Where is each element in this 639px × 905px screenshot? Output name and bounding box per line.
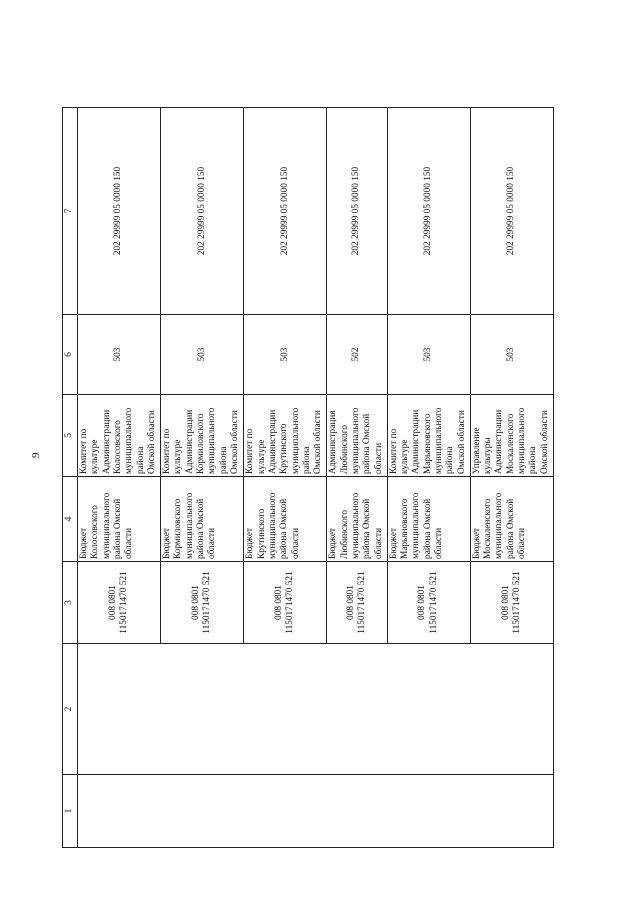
col-header-5: 5: [63, 395, 78, 477]
cell-kbk: 202 29999 05 0000 150: [78, 108, 161, 315]
cell-code: [161, 562, 244, 644]
cell-budget-line: района Омской: [362, 498, 373, 559]
cell-budget: [244, 477, 327, 562]
cell-budget-line: Бюджет Любинского: [328, 510, 350, 559]
cell-administrator-line: Администрации: [184, 409, 195, 474]
cell-col-1: [244, 775, 327, 848]
cell-administrator-line: Омской области: [456, 410, 467, 474]
cell-budget-line: Бюджет: [388, 527, 399, 559]
cell-administrator-line: Омской области: [146, 410, 157, 474]
cell-budget-line: муниципального: [411, 492, 422, 559]
cell-administrator: [387, 395, 470, 477]
rotated-table-container: [62, 108, 554, 848]
cell-administrator-line: Администрации: [411, 409, 422, 474]
cell-code: [78, 562, 161, 644]
cell-number: 503: [470, 315, 553, 395]
cell-code-line: 1150171470 521: [202, 571, 213, 634]
table-row: [161, 108, 244, 848]
header-row: [63, 108, 78, 848]
col-header-3: 3: [63, 562, 78, 644]
cell-code-line: 008 0801: [190, 585, 201, 620]
cell-kbk: 202 29999 05 0000 150: [387, 108, 470, 315]
cell-budget-line: области: [517, 527, 528, 559]
cell-administrator-line: муниципального района: [290, 407, 312, 474]
cell-code-line: 1150171470 521: [511, 571, 522, 634]
table-row: [327, 108, 387, 848]
cell-col-2: [470, 644, 553, 775]
cell-administrator-line: муниципального: [351, 407, 362, 474]
cell-budget-line: муниципального: [351, 492, 362, 559]
cell-administrator-line: муниципального района: [124, 407, 146, 474]
col-header-4: 4: [63, 477, 78, 562]
cell-col-1: [78, 775, 161, 848]
cell-budget: [327, 477, 387, 562]
cell-budget-line: Бюджет Крутинского: [245, 508, 267, 559]
cell-administrator-line: Управление культуры: [471, 427, 494, 474]
cell-administrator-line: Администрации: [494, 409, 505, 474]
cell-number: 502: [327, 315, 387, 395]
cell-col-1: [327, 775, 387, 848]
cell-col-2: [387, 644, 470, 775]
cell-budget-line: района Омской: [422, 498, 433, 559]
cell-administrator-line: Комитет по культуре: [79, 428, 101, 474]
cell-code-line: 1150171470 521: [357, 571, 368, 634]
cell-budget-line: района Омской: [112, 498, 123, 559]
cell-code-line: 008 0801: [274, 585, 285, 620]
cell-administrator-line: Москаленского: [505, 413, 516, 474]
cell-code: [244, 562, 327, 644]
cell-administrator-line: Любинского: [339, 425, 350, 474]
cell-code-line: 008 0801: [500, 585, 511, 620]
cell-administrator: [78, 395, 161, 477]
table-row: [470, 108, 553, 848]
page-number: 9: [30, 452, 42, 458]
cell-number: 503: [78, 315, 161, 395]
cell-code-line: 008 0801: [345, 585, 356, 620]
cell-budget-line: Москаленского: [483, 498, 494, 559]
cell-kbk: 202 29999 05 0000 150: [161, 108, 244, 315]
cell-kbk: 202 29999 05 0000 150: [327, 108, 387, 315]
cell-code-line: 008 0801: [107, 585, 118, 620]
cell-administrator-line: Крутинского: [279, 423, 290, 474]
cell-budget: [387, 477, 470, 562]
cell-budget-line: области: [124, 527, 135, 559]
cell-budget-line: муниципального: [184, 492, 195, 559]
cell-administrator-line: Омской области: [539, 410, 550, 474]
cell-budget-line: Бюджет: [162, 527, 173, 559]
cell-budget-line: области: [433, 527, 444, 559]
col-header-2: 2: [63, 644, 78, 775]
table-row: [244, 108, 327, 848]
cell-budget-line: области: [290, 527, 301, 559]
table-row: [78, 108, 161, 848]
cell-col-1: [470, 775, 553, 848]
cell-code: [387, 562, 470, 644]
cell-administrator-line: района Омской области: [362, 413, 384, 474]
cell-col-2: [161, 644, 244, 775]
cell-administrator-line: Администрации: [267, 409, 278, 474]
cell-budget-line: области: [373, 527, 384, 559]
cell-budget: [470, 477, 553, 562]
cell-col-2: [78, 644, 161, 775]
cell-code: [327, 562, 387, 644]
cell-code-line: 1150171470 521: [119, 571, 130, 634]
cell-administrator-line: Комитет по культуре: [245, 428, 267, 474]
cell-number: 503: [387, 315, 470, 395]
table-row: [387, 108, 470, 848]
cell-administrator-line: Кормиловского: [196, 413, 207, 474]
cell-code-line: 1150171470 521: [428, 571, 439, 634]
cell-administrator-line: Омской области: [313, 410, 324, 474]
cell-administrator-line: Омской области: [230, 410, 241, 474]
cell-budget-line: Бюджет Колосовского: [79, 505, 101, 559]
cell-budget: [78, 477, 161, 562]
budget-table: [62, 107, 554, 848]
cell-number: 503: [244, 315, 327, 395]
col-header-1: 1: [63, 775, 78, 848]
cell-col-1: [387, 775, 470, 848]
cell-budget-line: муниципального: [101, 492, 112, 559]
col-header-7: 7: [63, 108, 78, 315]
cell-administrator-line: Колосовского: [112, 420, 123, 474]
cell-kbk: 202 29999 05 0000 150: [244, 108, 327, 315]
cell-budget-line: района Омской: [505, 498, 516, 559]
cell-administrator-line: Комитет по культуре: [388, 428, 410, 474]
cell-administrator-line: Администрация: [328, 410, 339, 474]
cell-budget: [161, 477, 244, 562]
cell-administrator: [161, 395, 244, 477]
cell-code-line: 1150171470 521: [285, 571, 296, 634]
cell-administrator-line: Администрации: [101, 409, 112, 474]
cell-budget-line: района Омской: [196, 498, 207, 559]
cell-budget-line: Марьяновского: [400, 498, 410, 559]
cell-administrator: [327, 395, 387, 477]
cell-budget-line: района Омской: [279, 498, 290, 559]
cell-administrator-line: муниципального района: [207, 407, 229, 474]
cell-administrator: [470, 395, 553, 477]
cell-code: [470, 562, 553, 644]
cell-col-2: [327, 644, 387, 775]
cell-budget-line: области: [207, 527, 218, 559]
cell-administrator-line: муниципального района: [517, 407, 539, 474]
cell-administrator-line: Марьяновского: [422, 413, 433, 474]
col-header-6: 6: [63, 315, 78, 395]
cell-budget-line: Кормиловского: [173, 498, 184, 559]
cell-col-1: [161, 775, 244, 848]
cell-kbk: 202 29999 05 0000 150: [470, 108, 553, 315]
cell-budget-line: муниципального: [494, 492, 505, 559]
cell-administrator-line: муниципального района: [433, 407, 456, 474]
cell-number: 503: [161, 315, 244, 395]
cell-administrator: [244, 395, 327, 477]
cell-budget-line: муниципального: [267, 492, 278, 559]
cell-col-2: [244, 644, 327, 775]
cell-budget-line: Бюджет: [471, 527, 482, 559]
cell-administrator-line: Комитет по культуре: [162, 428, 184, 474]
cell-code-line: 008 0801: [417, 585, 428, 620]
